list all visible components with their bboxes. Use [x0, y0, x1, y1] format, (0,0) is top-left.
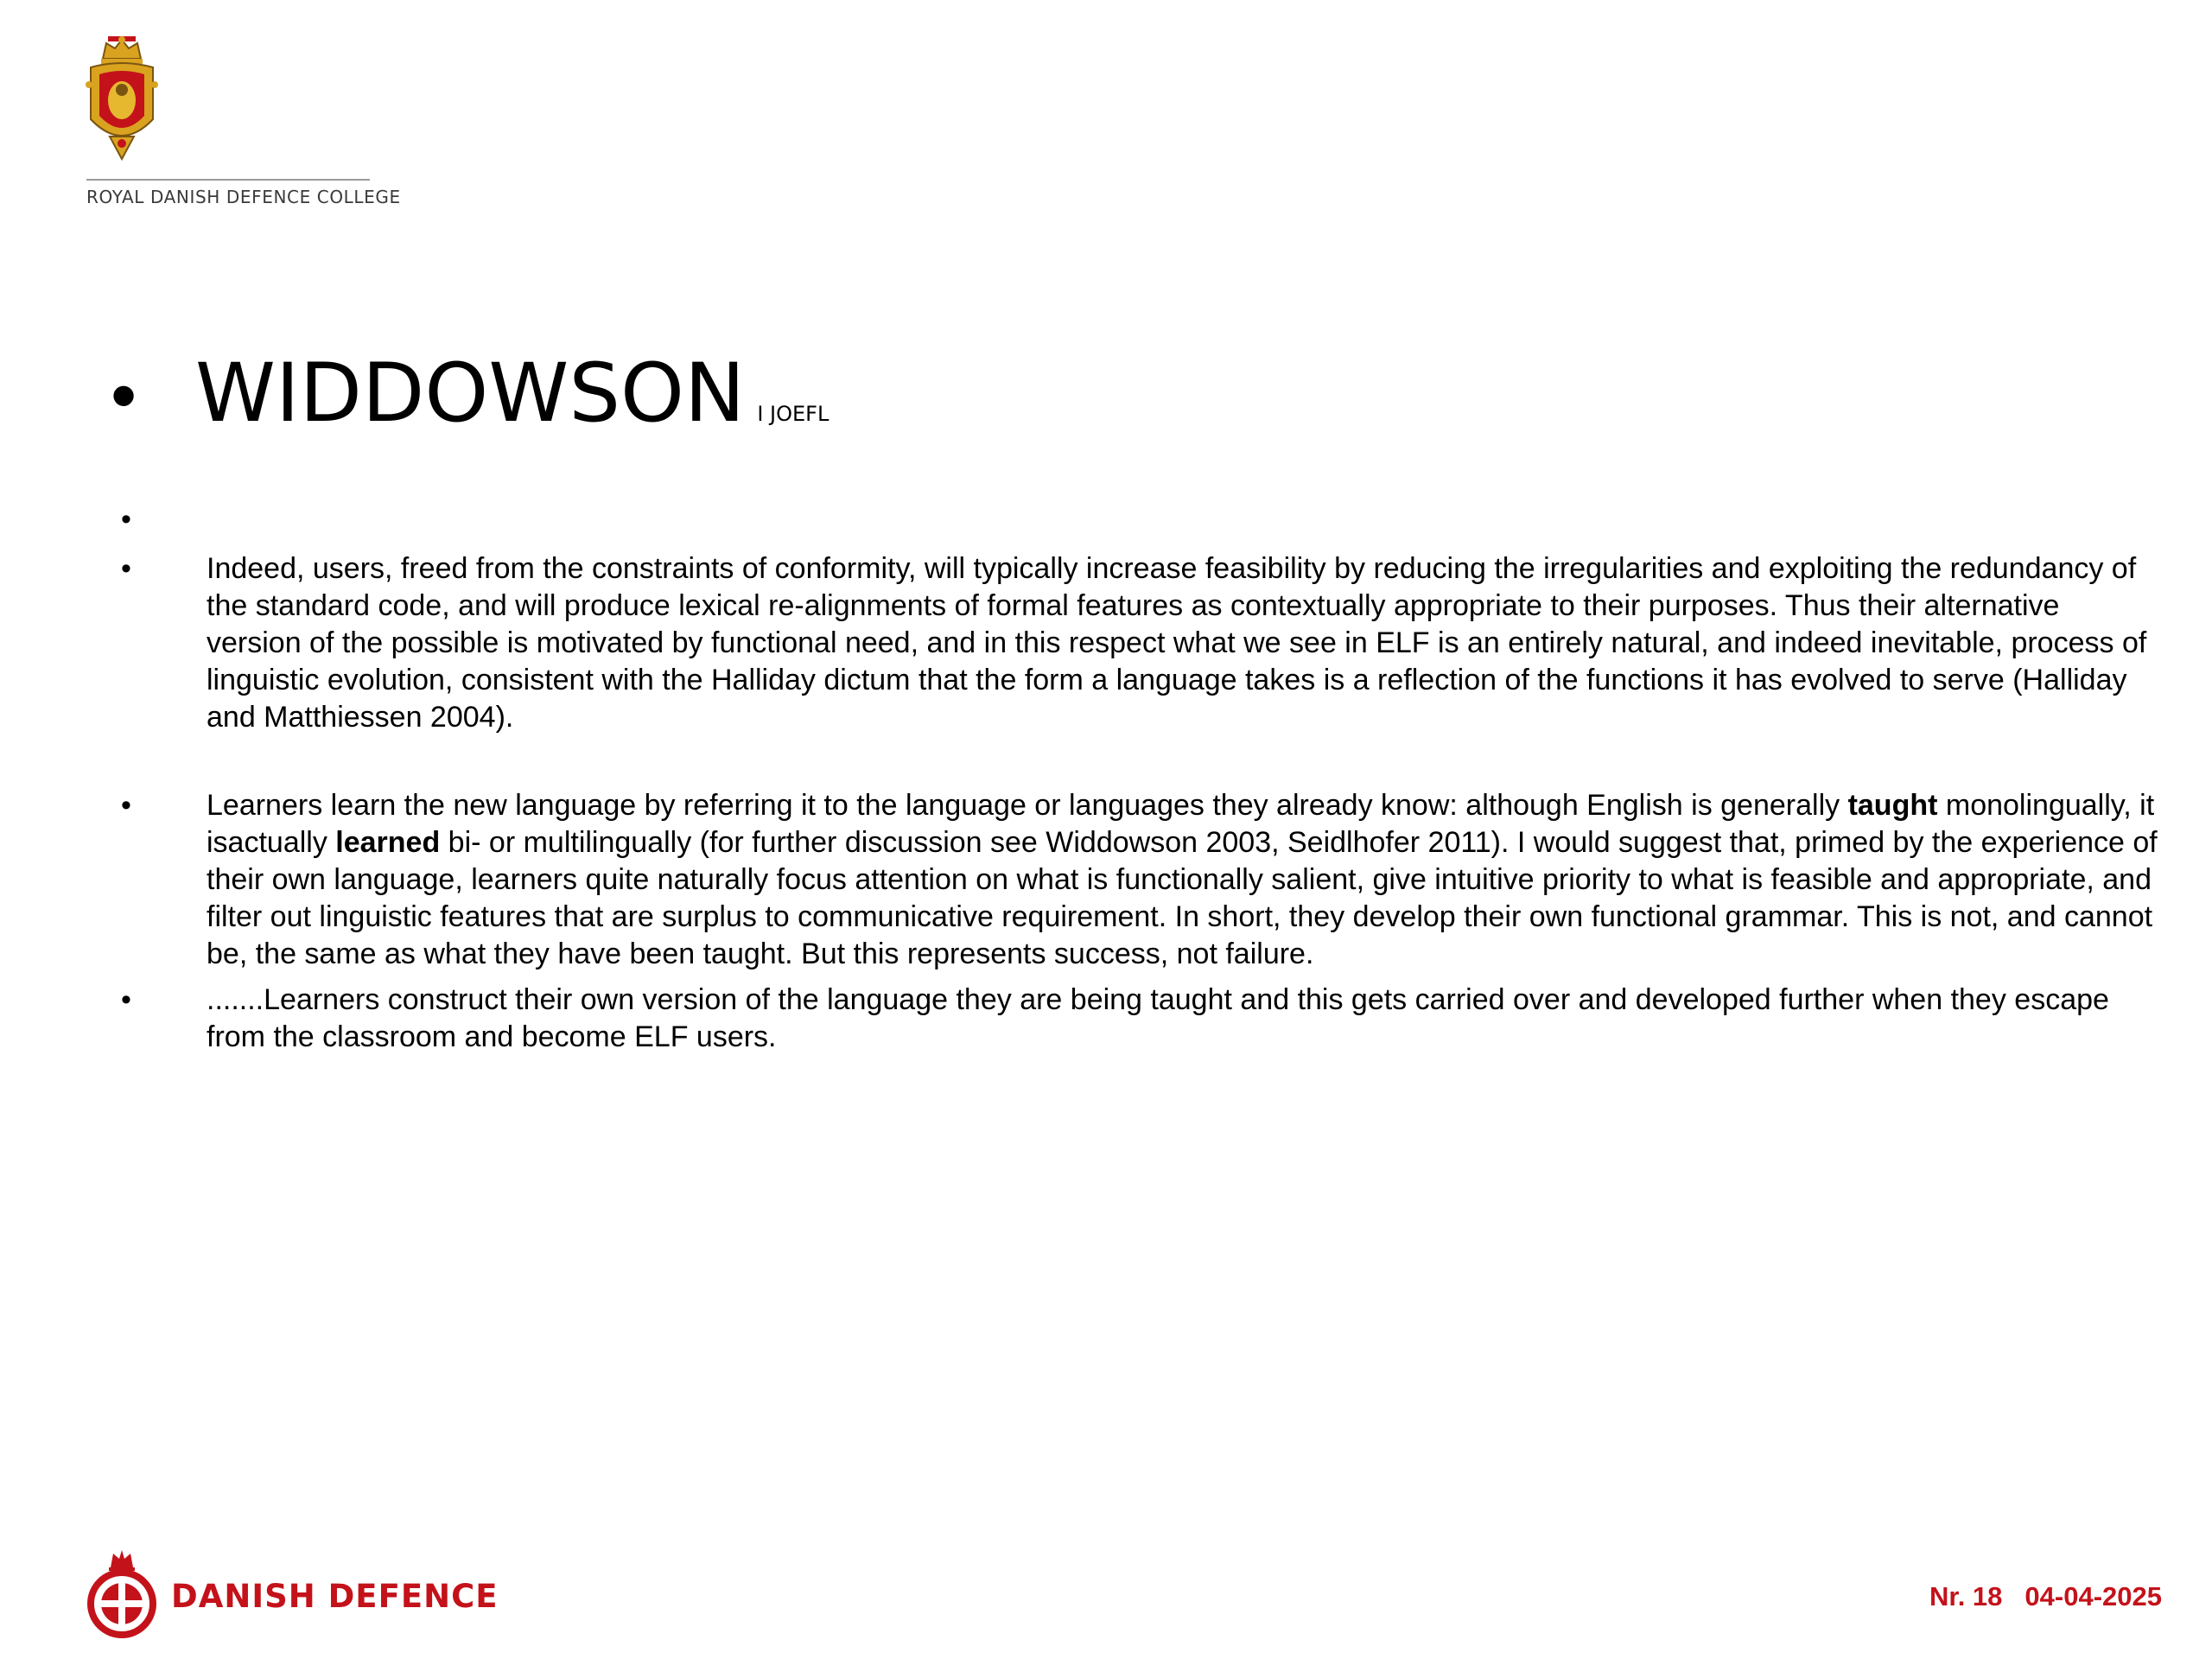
paragraph-2-part-e: bi- or multilingually (for further discussion see Widdowson 2003, Seidlhofer 2011). I would suggest that, primed by the experience of their own language, learners quite naturally focus attention on what is functionally salient, give intuitive priority to what is feasible and appropriate, and filter out linguistic features that are surplus to communicative requirement. In short, they develop their own functional grammar. This is not, and cannot be, the same as what they have been taught. But this represents success, not failure.	[207, 826, 2158, 970]
bullet-item	[121, 550, 2160, 736]
empty-bullet	[121, 501, 2160, 538]
bullet-dot: •	[121, 983, 131, 1016]
title-bullet: •	[111, 354, 137, 437]
bullet-dot: •	[121, 552, 131, 585]
paragraph-2	[207, 789, 2158, 970]
emphasis-taught: taught	[1847, 789, 1938, 822]
danish-defence-emblem-icon	[85, 1547, 159, 1640]
bullet-dot: •	[121, 503, 131, 536]
college-name: ROYAL DANISH DEFENCE COLLEGE	[86, 187, 401, 207]
bullet-item	[121, 982, 2160, 1056]
page-number: Nr. 18	[1929, 1581, 2003, 1611]
paragraph-3: .......Learners construct their own version of the language they are being taught and this gets carried over and developed further when they escape from the classroom and become ELF users.	[207, 983, 2109, 1053]
slide-title	[195, 346, 829, 462]
title-suffix: I JOEFL	[757, 402, 830, 426]
bullet-dot: •	[121, 789, 131, 822]
emphasis-learned: learned	[335, 826, 441, 859]
footer-brand: DANISH DEFENCE	[171, 1578, 499, 1615]
paragraph-2-part-c: monolingually, it isactually	[207, 789, 2155, 859]
slide-date: 04-04-2025	[2024, 1581, 2162, 1611]
header-divider	[86, 179, 370, 181]
footer-page-info	[1929, 1581, 2162, 1612]
title-text: WIDDOWSON	[195, 346, 746, 441]
bullet-list	[121, 501, 2160, 1056]
paragraph-2-part-a: Learners learn the new language by referring it to the language or languages they already know: although English is generally	[207, 789, 1848, 822]
royal-crest-icon	[82, 33, 162, 162]
paragraph-1: Indeed, users, freed from the constraints of conformity, will typically increase feasibility by reducing the irregularities and exploiting the redundancy of the standard code, and will produce lexical re-alignments of formal features as contextually appropriate to their purposes. Thus their alternative version of the possible is motivated by functional need, and in this respect what we see in ELF is an entirely natural, and indeed inevitable, process of linguistic evolution, consistent with the Halliday dictum that the form a language takes is a reflection of the functions it has evolved to serve (Halliday and Matthiessen 2004).	[207, 552, 2147, 734]
bullet-item	[121, 787, 2160, 973]
